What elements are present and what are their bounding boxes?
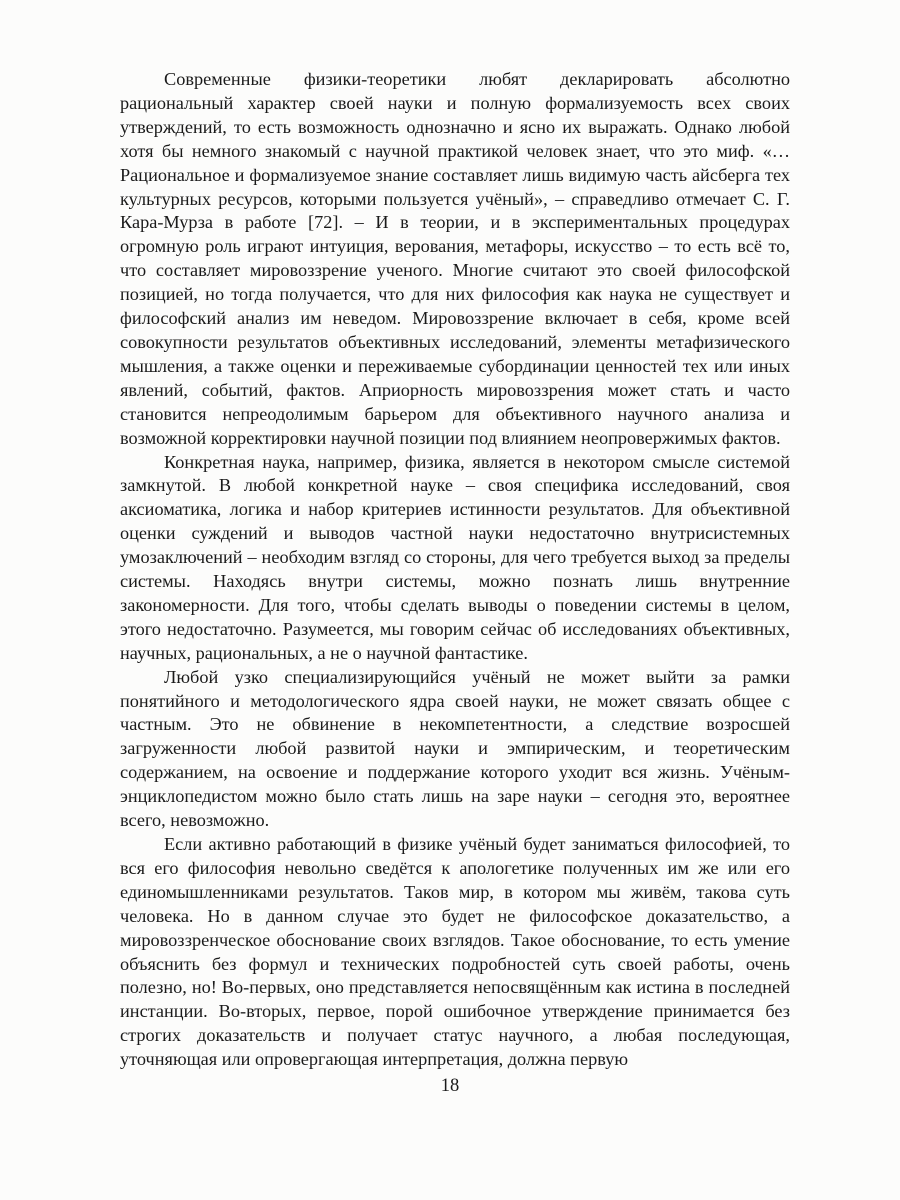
body-text: [120, 68, 790, 1072]
paragraph-2: Конкретная наука, например, физика, является в некотором смысле системой замкнутой. В любой конкретной науке – своя специфика исследований, своя аксиоматика, логика и набор критериев истинности результатов. Для объективной оценки суждений и выводов частной науки недостаточно внутрисистемных умозаключений – необходим взгляд со стороны, для чего требуется выход за пределы системы. Находясь внутри системы, можно познать лишь внутренние закономерности. Для того, чтобы сделать выводы о поведении системы в целом, этого недостаточно. Разумеется, мы говорим сейчас об исследованиях объективных, научных, рациональных, а не о научной фантастике.: [120, 451, 790, 663]
paragraph-4: Если активно работающий в физике учёный будет заниматься философией, то вся его философия невольно сведётся к апологетике полученных им же или его единомышленниками результатов. Таков мир, в котором мы живём, такова суть человека. Но в данном случае это будет не философское доказательство, а мировоззренческое обоснование своих взглядов. Такое обоснование, то есть умение объяснить без формул и технических подробностей суть своей работы, очень полезно, но! Во-первых, оно представляется непосвящённым как истина в последней инстанции. Во-вторых, первое, порой ошибочное утверждение принимается без строгих доказательств и получает статус научного, а любая последующая, уточняющая или опровергающая интерпретация, должна первую: [120, 834, 790, 1070]
paragraph-3: Любой узко специализирующийся учёный не может выйти за рамки понятийного и методологического ядра своей науки, не может связать общее с частным. Это не обвинение в некомпетентности, а следствие возросшей загруженности любой развитой науки и эмпирическим, и теоретическим содержанием, на освоение и поддержание которого уходит вся жизнь. Учёным-энциклопедистом можно было стать лишь на заре науки – сегодня это, вероятнее всего, невозможно.: [120, 666, 790, 831]
paragraph-1: Современные физики-теоретики любят декларировать абсолютно рациональный характер своей науки и полную формализуемость всех своих утверждений, то есть возможность однозначно и ясно их выражать. Однако любой хотя бы немного знакомый с научной практикой человек знает, что это миф. «…Рациональное и формализуемое знание составляет лишь видимую часть айсберга тех культурных ресурсов, которыми пользуется учёный», – справедливо отмечает С. Г. Кара-Мурза в работе [72]. – И в теории, и в экспериментальных процедурах огромную роль играют интуиция, верования, метафоры, искусство – то есть всё то, что составляет мировоззрение ученого. Многие считают это своей философской позицией, но тогда получается, что для них философия как наука не существует и философский анализ им неведом. Мировоззрение включает в себя, кроме всей совокупности результатов объективных исследований, элементы метафизического мышления, а также оценки и переживаемые субординации ценностей тех или иных явлений, событий, фактов. Априорность мировоззрения может стать и часто становится непреодолимым барьером для объективного научного анализа и возможной корректировки научной позиции под влиянием неопровержимых фактов.: [120, 69, 790, 448]
page-number: 18: [440, 1076, 460, 1096]
